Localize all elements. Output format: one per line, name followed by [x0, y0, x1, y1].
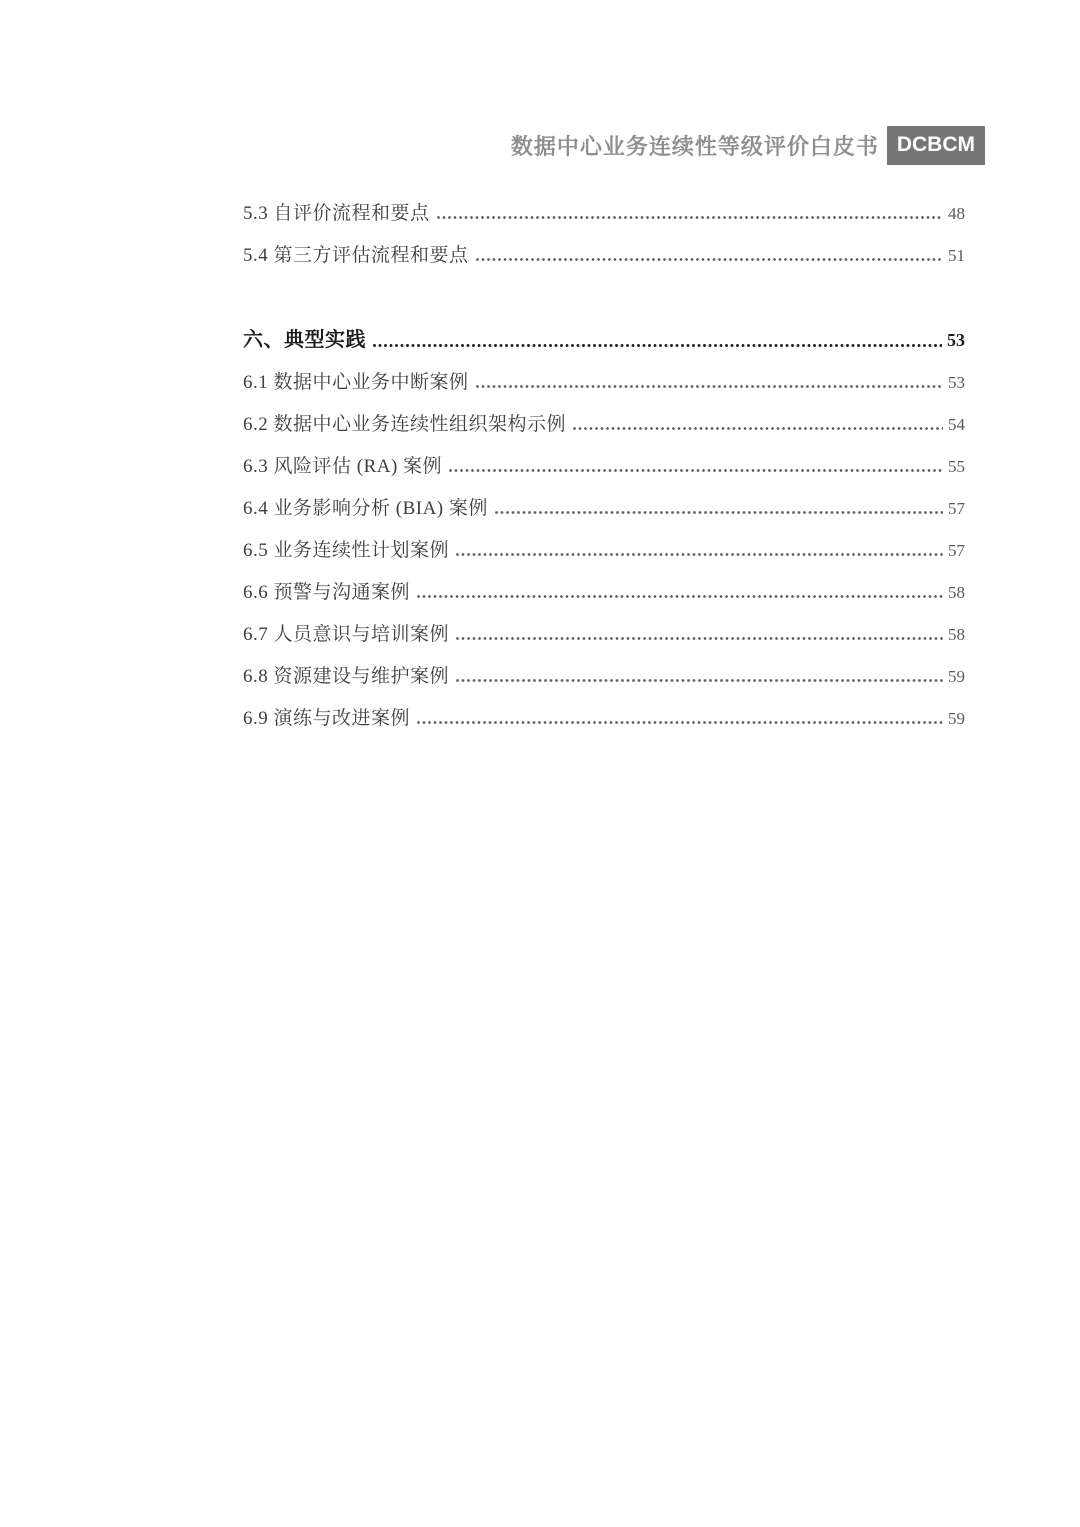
toc-entry-label: 6.2 数据中心业务连续性组织架构示例	[243, 414, 567, 435]
table-of-contents	[243, 184, 965, 731]
dot-leader	[449, 469, 943, 472]
toc-entry-page-number: 59	[948, 709, 965, 728]
dot-leader	[476, 258, 943, 261]
toc-entry-page-number: 58	[948, 625, 965, 644]
toc-entry-label: 6.6 预警与沟通案例	[243, 582, 411, 603]
toc-entry[interactable]	[243, 563, 965, 605]
dot-leader	[417, 595, 943, 598]
toc-entry-label: 6.9 演练与改进案例	[243, 708, 411, 729]
toc-entry[interactable]	[243, 521, 965, 563]
toc-entry[interactable]	[243, 353, 965, 395]
toc-entry-page-number: 53	[948, 373, 965, 392]
toc-entry[interactable]	[243, 395, 965, 437]
dot-leader	[437, 216, 943, 219]
toc-entry-label: 5.3 自评价流程和要点	[243, 203, 430, 224]
toc-entry-label: 6.7 人员意识与培训案例	[243, 624, 450, 645]
toc-entry-label: 6.4 业务影响分析 (BIA) 案例	[243, 498, 488, 519]
dcbcm-badge: DCBCM	[887, 126, 985, 165]
toc-entry-label: 6.5 业务连续性计划案例	[243, 540, 450, 561]
toc-entry[interactable]	[243, 311, 965, 353]
toc-entry[interactable]	[243, 184, 965, 226]
toc-entry-page-number: 51	[948, 246, 965, 265]
document-title: 数据中心业务连续性等级评价白皮书	[510, 134, 879, 159]
toc-entry[interactable]	[243, 479, 965, 521]
toc-entry-page-number: 57	[948, 499, 965, 518]
toc-entry-page-number: 53	[947, 330, 965, 350]
toc-entry-page-number: 57	[948, 541, 965, 560]
toc-entry[interactable]	[243, 437, 965, 479]
toc-entry-page-number: 54	[948, 415, 965, 434]
dot-leader	[573, 427, 943, 430]
dot-leader	[373, 344, 942, 347]
dot-leader	[456, 679, 943, 682]
toc-entry[interactable]	[243, 605, 965, 647]
toc-entry-label: 5.4 第三方评估流程和要点	[243, 245, 469, 266]
dot-leader	[476, 385, 943, 388]
toc-entry-page-number: 48	[948, 204, 965, 223]
dot-leader	[456, 637, 943, 640]
toc-entry[interactable]	[243, 226, 965, 268]
dot-leader	[456, 553, 943, 556]
dot-leader	[495, 511, 943, 514]
toc-entry[interactable]	[243, 647, 965, 689]
dot-leader	[417, 721, 943, 724]
toc-entry-label: 6.8 资源建设与维护案例	[243, 666, 450, 687]
page-header	[0, 126, 985, 165]
toc-entry-page-number: 55	[948, 457, 965, 476]
toc-entry-label: 6.1 数据中心业务中断案例	[243, 372, 469, 393]
toc-entry-page-number: 59	[948, 667, 965, 686]
toc-entry-label: 6.3 风险评估 (RA) 案例	[243, 456, 443, 477]
toc-entry-page-number: 58	[948, 583, 965, 602]
toc-entry-label: 六、典型实践	[243, 329, 366, 351]
toc-entry[interactable]	[243, 689, 965, 731]
